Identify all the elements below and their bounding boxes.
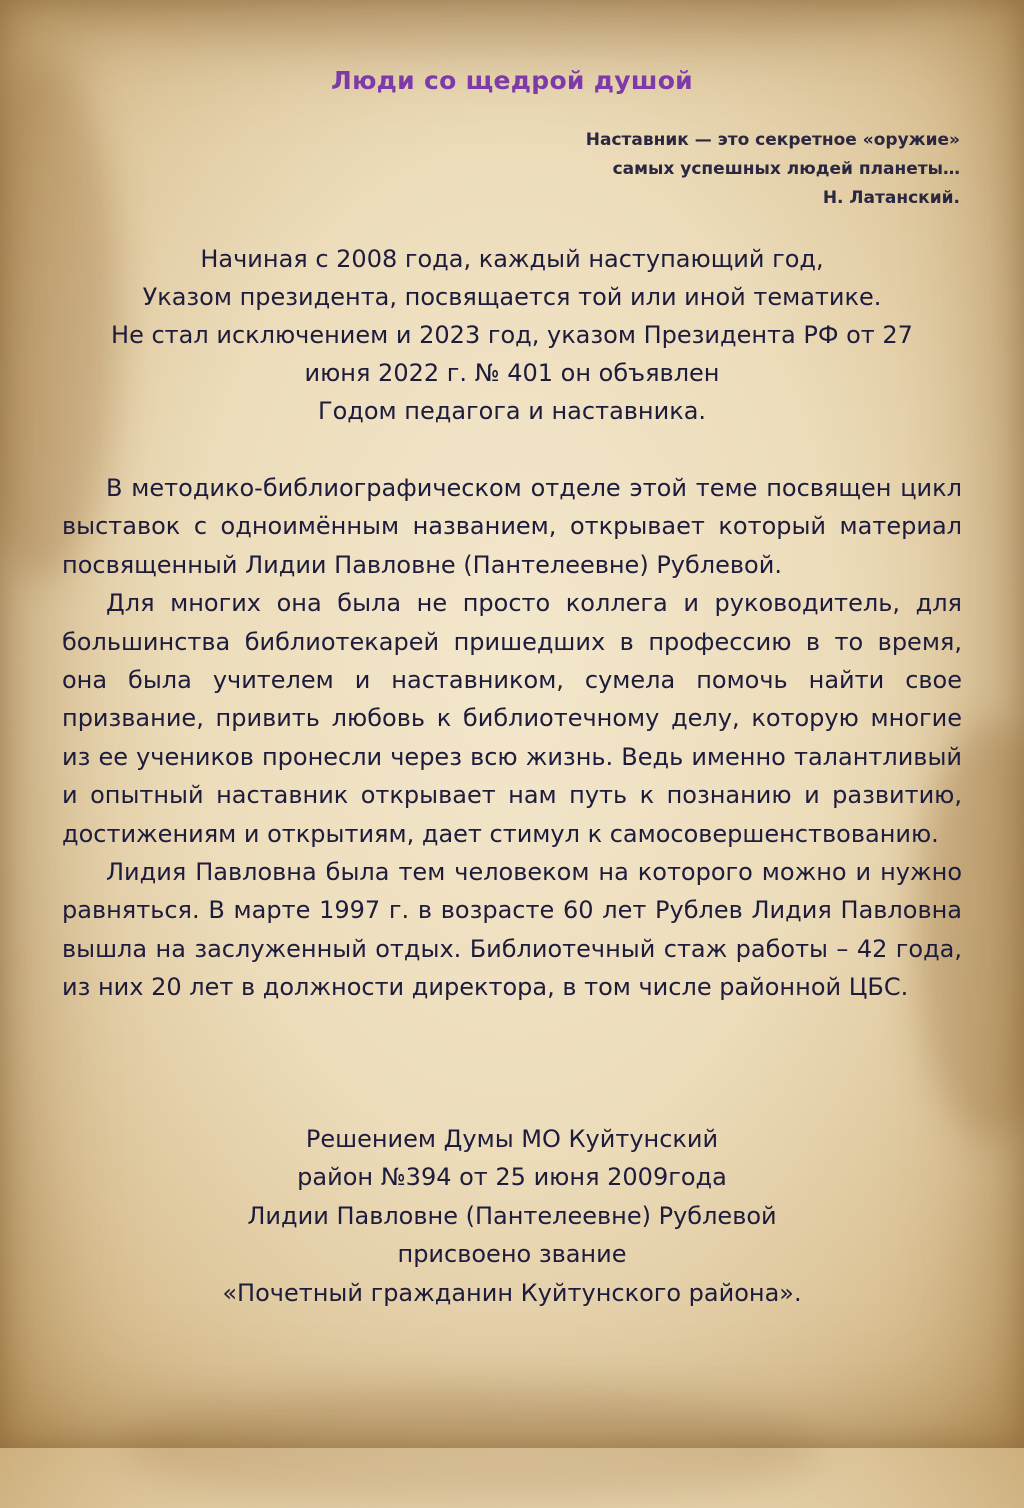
closing-line-4: присвоено звание <box>397 1240 627 1269</box>
epigraph-line-1: Наставник — это секретное «оружие» <box>585 130 960 150</box>
closing-line-2: район №394 от 25 июня 2009года <box>297 1163 727 1192</box>
paper-stain-bottom <box>120 1388 820 1508</box>
intro-line-4: июня 2022 г. № 401 он объявлен <box>304 359 720 387</box>
intro-line-1: Начиная с 2008 года, каждый наступающий год, <box>200 245 824 273</box>
intro-line-2: Указом президента, посвящается той или иной тематике. <box>142 283 882 311</box>
body-text <box>62 469 962 1007</box>
body-paragraph-1: В методико-библиографическом отделе этой теме посвящен цикл выставок с одноимённым названием, открывает который материал посвященный Лидии Павловне (Пантелеевне) Рублевой. <box>62 474 962 579</box>
intro-line-5: Годом педагога и наставника. <box>317 397 707 425</box>
closing-line-1: Решением Думы МО Куйтунский <box>305 1125 719 1153</box>
intro-line-3: Не стал исключением и 2023 год, указом Президента РФ от 27 <box>111 321 913 349</box>
epigraph-author: Н. Латанский. <box>822 188 960 208</box>
body-paragraph-3: Лидия Павловна была тем человеком на которого можно и нужно равняться. В марте 1997 г. в возрасте 60 лет Рублев Лидия Павловна вышла на заслуженный отдых. Библиотечный стаж работы – 42 года, из них 20 лет в должности директора, в том числе районной ЦБС. <box>62 858 962 1002</box>
epigraph-line-2: самых успешных людей планеты… <box>612 159 960 179</box>
closing-line-3: Лидии Павловне (Пантелеевне) Рублевой <box>247 1201 777 1230</box>
intro-block <box>60 240 964 430</box>
page-title: Люди со щедрой душой <box>331 66 693 95</box>
closing-line-5: «Почетный гражданин Куйтунского района». <box>222 1278 802 1307</box>
epigraph <box>440 126 960 213</box>
paper-stain-top <box>60 0 920 50</box>
body-paragraph-2: Для многих она была не просто коллега и руководитель, для большинства библиотекарей пришедших в профессию в то время, она была учителем и наставником, сумела помочь найти свое призвание, привить любовь к библиотечному делу, которую многие из ее учеников пронесли через всю жизнь. Ведь именно талантливый и опытный наставник открывает нам путь к познанию и развитию, достижениям и открытиям, дает стимул к самосовершенствованию. <box>62 589 962 848</box>
closing-block <box>60 1120 964 1312</box>
